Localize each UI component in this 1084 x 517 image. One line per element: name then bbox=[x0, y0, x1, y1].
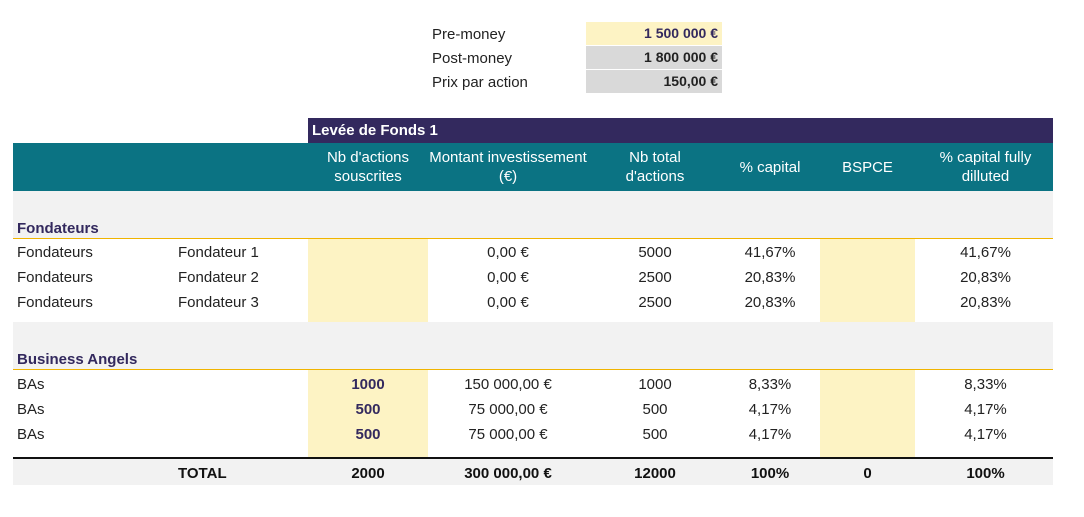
row-investment: 0,00 € bbox=[487, 269, 529, 286]
row-investment: 75 000,00 € bbox=[468, 426, 548, 443]
row-bspce-input[interactable] bbox=[820, 241, 915, 265]
row-shares-input[interactable]: 500 bbox=[355, 426, 381, 443]
row-type: Fondateurs bbox=[17, 294, 93, 311]
col-shares-subscribed: Nb d'actions souscrites bbox=[326, 149, 410, 185]
row-type: BAs bbox=[17, 376, 45, 393]
row-name bbox=[178, 423, 308, 447]
row-bspce-input[interactable] bbox=[820, 373, 915, 397]
post-money-label: Post-money bbox=[432, 50, 513, 67]
section-title-angels: Business Angels bbox=[17, 351, 138, 368]
col-bspce: BSPCE bbox=[842, 158, 893, 176]
row-type: BAs bbox=[17, 401, 45, 418]
section-title-founders: Fondateurs bbox=[17, 220, 99, 237]
row-shares-input[interactable] bbox=[308, 291, 428, 315]
row-shares-input[interactable] bbox=[308, 241, 428, 265]
row-capital-pct: 4,17% bbox=[748, 426, 792, 443]
total-capital-fd: 100% bbox=[966, 465, 1005, 482]
row-capital-pct: 41,67% bbox=[744, 244, 796, 261]
row-investment: 0,00 € bbox=[487, 244, 529, 261]
total-bspce: 0 bbox=[863, 465, 872, 482]
col-total-shares: Nb total d'actions bbox=[625, 149, 685, 185]
row-bspce-input[interactable] bbox=[820, 266, 915, 290]
pre-money-value[interactable]: 1 500 000 € bbox=[586, 22, 722, 45]
pre-money-label: Pre-money bbox=[432, 26, 506, 43]
row-investment: 75 000,00 € bbox=[468, 401, 548, 418]
row-name: Fondateur 2 bbox=[178, 269, 259, 286]
row-total-shares: 2500 bbox=[638, 269, 672, 286]
row-investment: 150 000,00 € bbox=[464, 376, 552, 393]
col-capital-pct: % capital bbox=[739, 158, 801, 176]
row-shares-input[interactable]: 1000 bbox=[351, 376, 385, 393]
row-capital-fd: 4,17% bbox=[964, 401, 1007, 418]
row-investment: 0,00 € bbox=[487, 294, 529, 311]
row-bspce-input[interactable] bbox=[820, 398, 915, 422]
row-capital-fd: 41,67% bbox=[960, 244, 1011, 261]
round-title: Levée de Fonds 1 bbox=[308, 118, 1053, 143]
total-rule bbox=[13, 457, 1053, 459]
spacer-band bbox=[13, 322, 1053, 370]
row-name bbox=[178, 398, 308, 422]
row-capital-fd: 4,17% bbox=[964, 426, 1007, 443]
spacer-band bbox=[13, 191, 1053, 239]
section-divider bbox=[13, 238, 1053, 239]
post-money-value: 1 800 000 € bbox=[586, 46, 722, 69]
row-bspce-input[interactable] bbox=[820, 291, 915, 315]
row-capital-pct: 4,17% bbox=[748, 401, 792, 418]
row-shares-input[interactable]: 500 bbox=[355, 401, 381, 418]
row-capital-fd: 20,83% bbox=[960, 294, 1011, 311]
row-name: Fondateur 3 bbox=[178, 294, 259, 311]
row-capital-fd: 20,83% bbox=[960, 269, 1011, 286]
row-total-shares: 500 bbox=[642, 426, 668, 443]
row-type: Fondateurs bbox=[17, 269, 93, 286]
share-price-label: Prix par action bbox=[432, 74, 528, 91]
row-bspce-input[interactable] bbox=[820, 423, 915, 447]
share-price-value: 150,00 € bbox=[586, 70, 722, 93]
row-capital-pct: 8,33% bbox=[748, 376, 792, 393]
row-shares-input[interactable] bbox=[308, 266, 428, 290]
total-investment: 300 000,00 € bbox=[464, 465, 552, 482]
total-total-shares: 12000 bbox=[634, 465, 676, 482]
row-total-shares: 500 bbox=[642, 401, 668, 418]
section-divider bbox=[13, 369, 1053, 370]
col-investment: Montant investissement (€) bbox=[429, 149, 587, 185]
total-capital-pct: 100% bbox=[750, 465, 790, 482]
row-name: Fondateur 1 bbox=[178, 244, 259, 261]
row-type: BAs bbox=[17, 426, 45, 443]
row-capital-fd: 8,33% bbox=[964, 376, 1007, 393]
row-capital-pct: 20,83% bbox=[744, 294, 796, 311]
row-name bbox=[178, 373, 308, 397]
row-total-shares: 2500 bbox=[638, 294, 672, 311]
col-capital-fd: % capital fully dilluted bbox=[939, 149, 1032, 185]
total-shares-subscribed: 2000 bbox=[351, 465, 385, 482]
row-total-shares: 1000 bbox=[638, 376, 672, 393]
row-capital-pct: 20,83% bbox=[744, 269, 796, 286]
total-label: TOTAL bbox=[178, 465, 227, 482]
row-total-shares: 5000 bbox=[638, 244, 672, 261]
row-type: Fondateurs bbox=[17, 244, 93, 261]
